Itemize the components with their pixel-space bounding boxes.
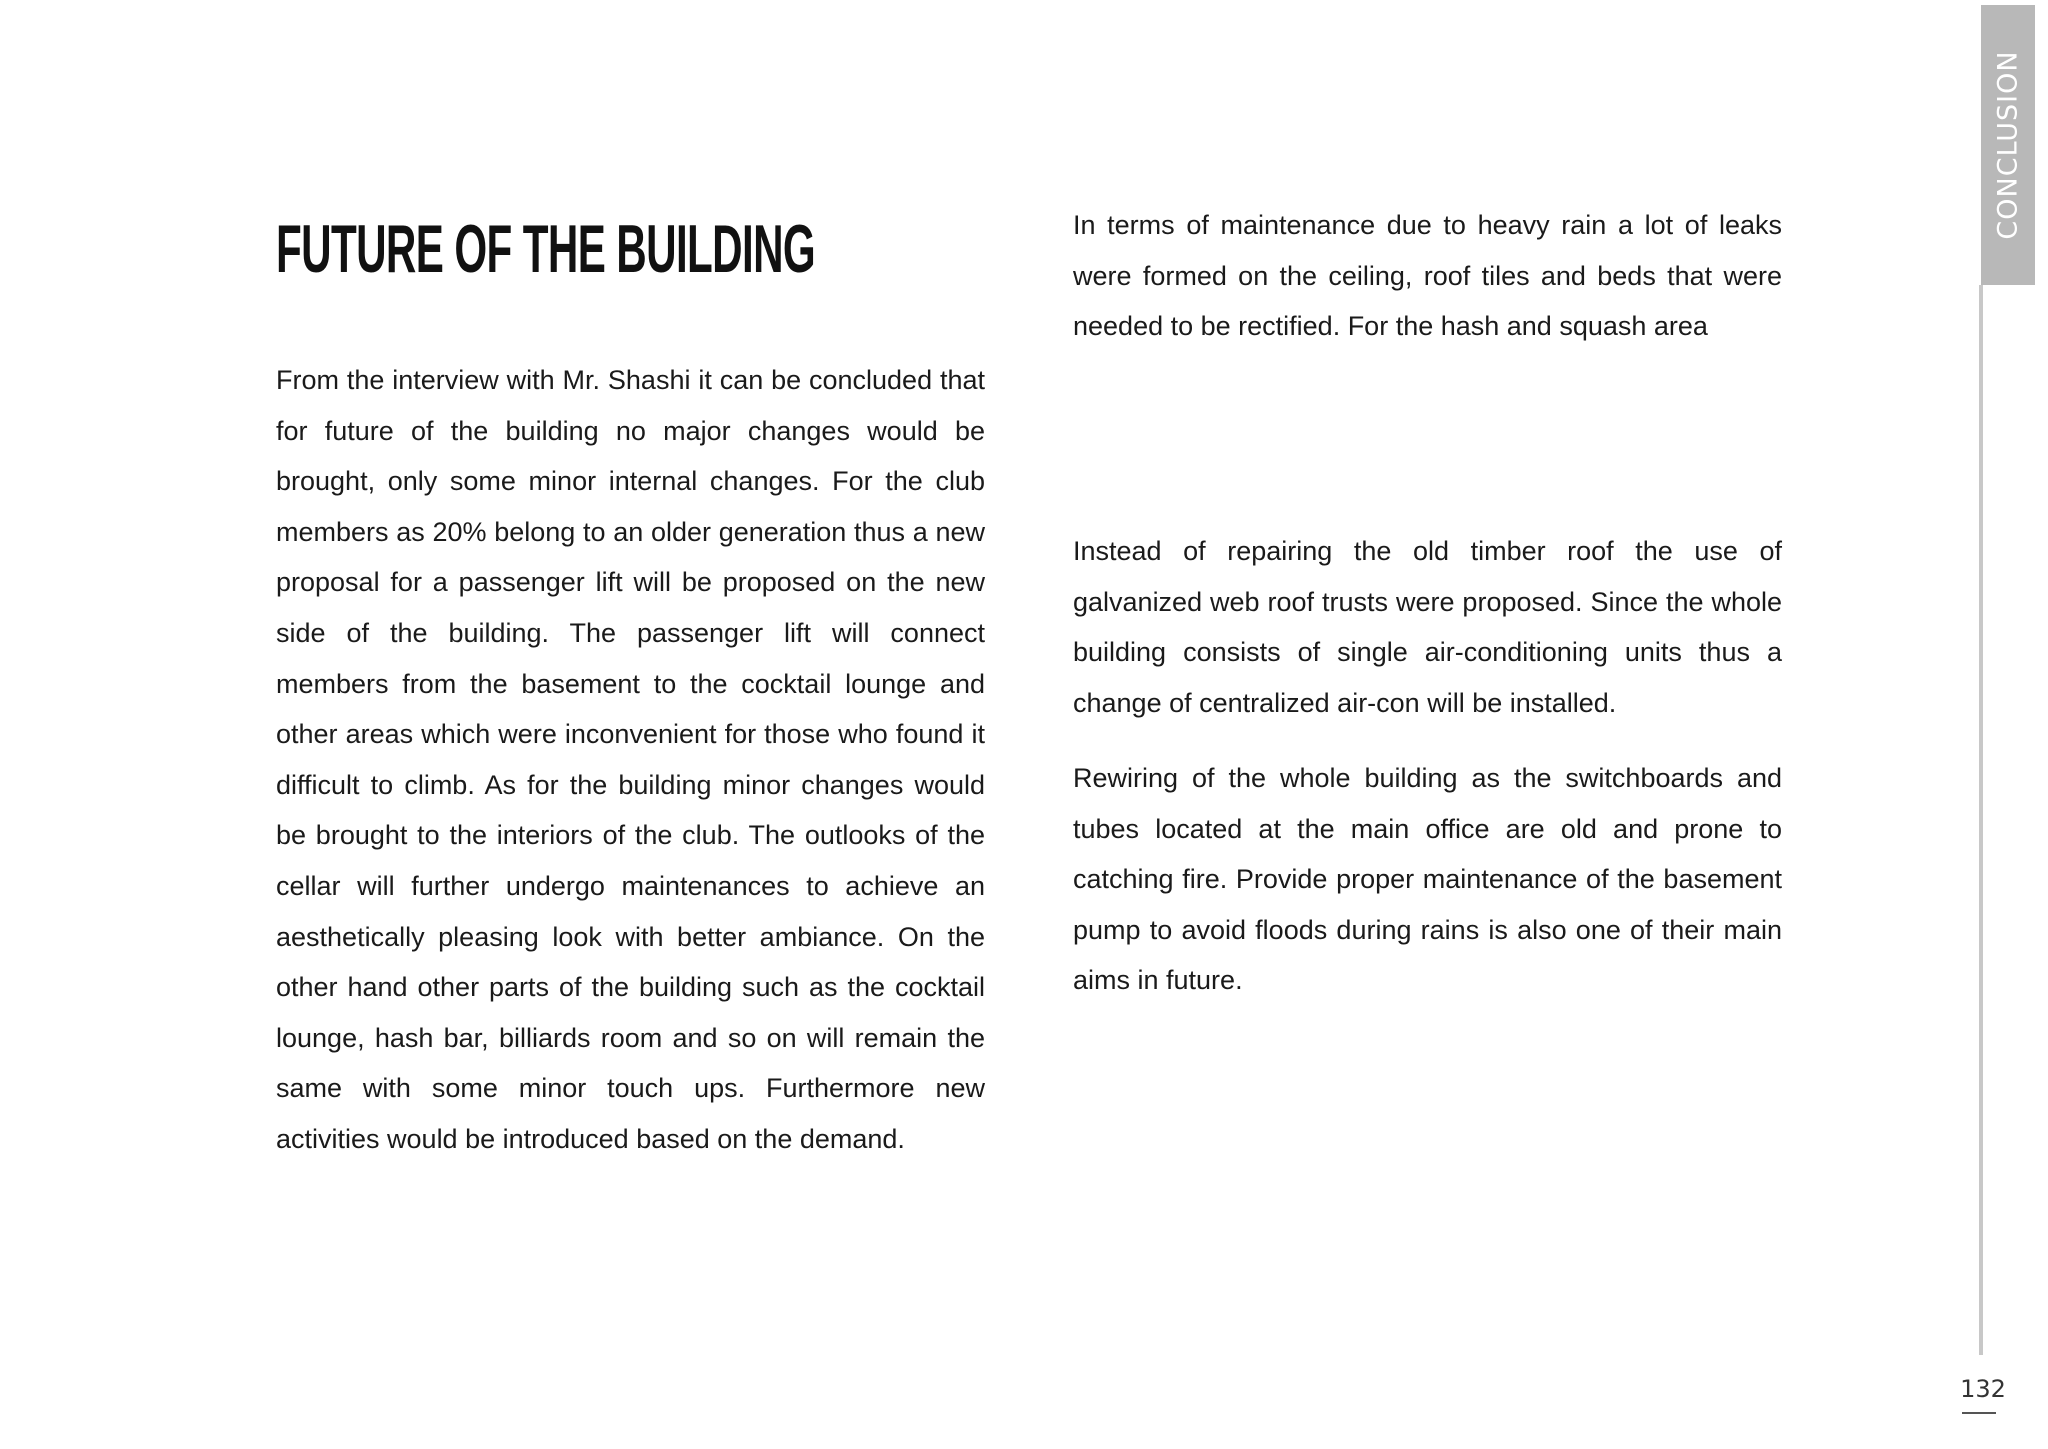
right-column-paragraph-2: Instead of repairing the old timber roof the use of galvanized web roof trusts were proposed. Since the whole building consists of single air-conditioning units thus a change of centralized air-con will be installed.	[1073, 536, 1782, 718]
right-column-paragraph-3: Rewiring of the whole building as the switchboards and tubes located at the main office are old and prone to catching fire. Provide proper maintenance of the basement pump to avoid floods during rains is also one of their main aims in future.	[1073, 763, 1782, 996]
right-column-paragraph-1: In terms of maintenance due to heavy rain a lot of leaks were formed on the ceiling, roof tiles and beds that were needed to be rectified. For the hash and squash area	[1073, 210, 1782, 342]
page-title: FUTURE OF THE BUILDING	[276, 211, 816, 287]
section-divider-line	[1979, 285, 1983, 1355]
section-tab	[1981, 5, 2035, 285]
page-number: 132	[1960, 1375, 2006, 1403]
page-number-underline	[1962, 1412, 1996, 1414]
section-tab-label: CONCLUSION	[1992, 50, 2024, 240]
left-column-paragraph: From the interview with Mr. Shashi it can be concluded that for future of the building no major changes would be brought, only some minor internal changes. For the club members as 20% belong to an older generation thus a new proposal for a passenger lift will be proposed on the new side of the building. The passenger lift will connect members from the basement to the cocktail lounge and other areas which were inconvenient for those who found it difficult to climb. As for the building minor changes would be brought to the interiors of the club. The outlooks of the cellar will further undergo maintenances to achieve an aesthetically pleasing look with better ambiance. On the other hand other parts of the building such as the cocktail lounge, hash bar, billiards room and so on will remain the same with some minor touch ups. Furthermore new activities would be introduced based on the demand.	[276, 365, 985, 1154]
